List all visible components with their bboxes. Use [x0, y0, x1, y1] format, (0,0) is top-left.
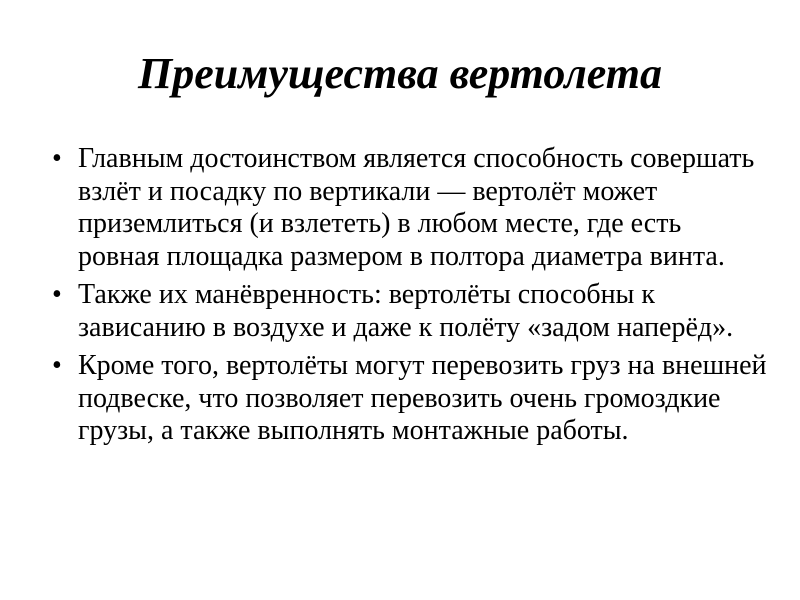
bullet-item — [48, 279, 768, 344]
bullet-item — [48, 350, 768, 448]
bullet-item — [48, 143, 768, 273]
bullet-text: Главным достоинством является способность совершать взлёт и посадку по вертикали — вертолёт может приземлиться (и взлететь) в любом месте, где есть ровная площадка размером в полтора диаметра винта. — [78, 143, 755, 272]
bullet-text: Также их манёвренность: вертолёты способны к зависанию в воздухе и даже к полёту «задом наперёд». — [78, 279, 734, 343]
bullet-text: Кроме того, вертолёты могут перевозить груз на внешней подвеске, что позволяет перевозить очень громоздкие грузы, а также выполнять монтажные работы. — [78, 350, 767, 446]
slide-title: Преимущества вертолета — [138, 49, 662, 98]
bullet-dot-icon: • — [52, 143, 62, 174]
bullet-list — [48, 143, 768, 454]
bullet-dot-icon: • — [52, 279, 62, 310]
bullet-dot-icon: • — [52, 350, 62, 381]
